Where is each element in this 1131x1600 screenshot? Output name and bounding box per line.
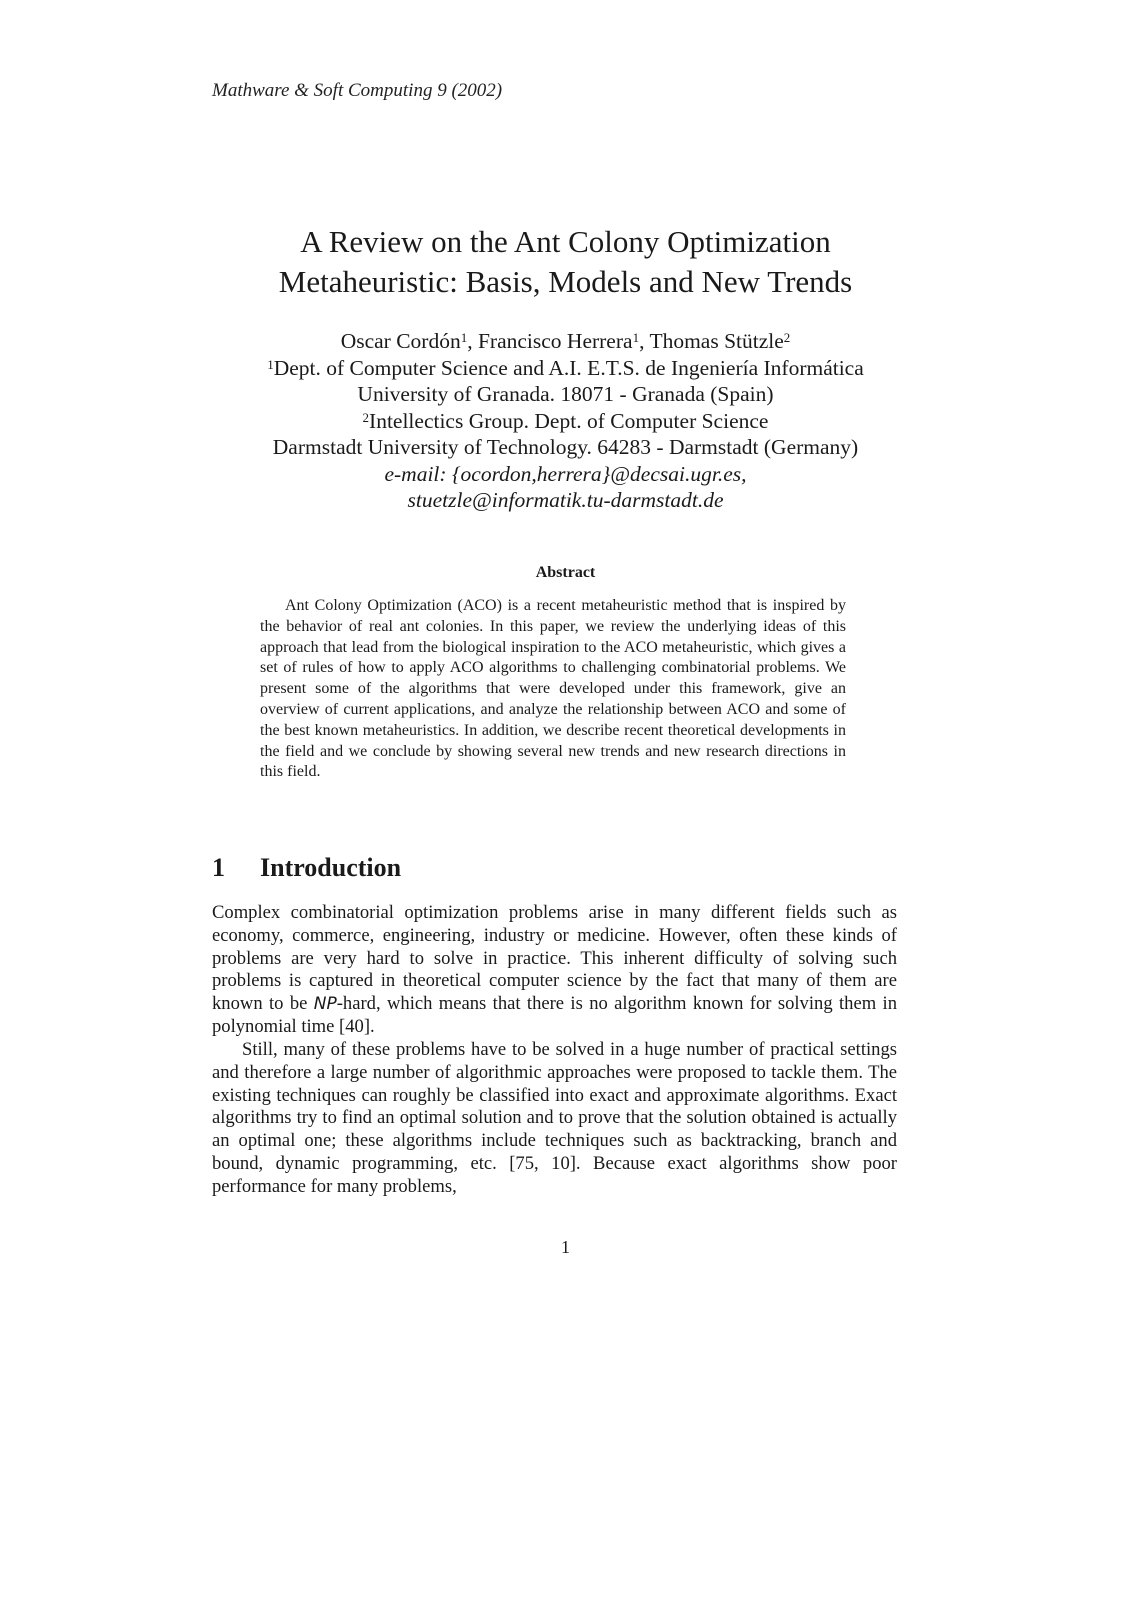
affiliation-2-line-2: Darmstadt University of Technology. 64283 - Darmstadt (Germany) — [272, 435, 859, 459]
affiliation-2-line-1 — [0, 408, 1131, 435]
author-block — [0, 328, 1131, 514]
affiliation-text: Intellectics Group. Dept. of Computer Science — [369, 408, 769, 433]
author-affil-mark: 1 — [460, 330, 468, 345]
intro-paragraph-1 — [212, 902, 897, 1039]
affiliation-text: Dept. of Computer Science and A.I. E.T.S. de Ingeniería Informática — [273, 355, 864, 380]
author-name: Thomas Stützle — [649, 329, 784, 353]
page-number: 1 — [561, 1237, 570, 1257]
author-separator: , — [467, 329, 478, 353]
section-number: 1 — [212, 853, 225, 882]
paragraph-text: -hard, which means that there is no algorithm known for solving them in polynomial time [40]. — [212, 993, 897, 1037]
affil-mark: 2 — [362, 409, 370, 425]
title-line-1: A Review on the Ant Colony Optimization — [300, 224, 831, 259]
section-title: Introduction — [260, 853, 402, 882]
paragraph-text: Complex combinatorial optimization problems arise in many different fields such as economy, commerce, engineering, industry or medicine. However, often these kinds of problems are very hard to solve in practice. This inherent difficulty of solving such problems is captured in theoretical computer science by the fact that many of them are known to be — [212, 902, 897, 1015]
affiliation-1-line-2: University of Granada. 18071 - Granada (Spain) — [357, 382, 774, 406]
running-head: Mathware & Soft Computing 9 (2002) — [212, 80, 503, 101]
author-list — [0, 328, 1131, 355]
email-line-2: stuetzle@informatik.tu-darmstadt.de — [407, 488, 724, 512]
np-symbol: NP — [313, 994, 337, 1015]
affiliation-1-line-1 — [0, 355, 1131, 382]
title-line-2: Metaheuristic: Basis, Models and New Trends — [278, 264, 853, 299]
abstract-text: Ant Colony Optimization (ACO) is a recent metaheuristic method that is inspired by the behavior of real ant colonies. In this paper, we review the underlying ideas of this approach that lead from the biological inspiration to the ACO metaheuristic, which gives a set of rules of how to apply ACO algorithms to challenging combinatorial problems. We present some of the algorithms that were developed under this framework, give an overview of current applications, and analyze the relationship between ACO and some of the best known metaheuristics. In addition, we describe recent theoretical developments in the field and we conclude by showing several new trends and new research directions in this field. — [260, 597, 846, 781]
author-affil-mark: 2 — [783, 330, 791, 345]
author-affil-mark: 1 — [632, 330, 640, 345]
author-separator: , — [639, 329, 650, 353]
author-name: Oscar Cordón — [340, 329, 461, 353]
affil-mark: 1 — [267, 356, 274, 372]
intro-paragraph-2: Still, many of these problems have to be solved in a huge number of practical settings and therefore a large number of algorithmic approaches were proposed to tackle them. The existing techniques can roughly be classified into exact and approximate algorithms. Exact algorithms try to find an optimal solution and to prove that the solution obtained is actually an optimal one; these algorithms include techniques such as backtracking, branch and bound, dynamic programming, etc. [75, 10]. Because exact algorithms show poor performance for many problems, — [212, 1039, 897, 1197]
paper-title — [0, 222, 1131, 302]
author-name: Francisco Herrera — [477, 329, 633, 353]
email-line-1: e-mail: {ocordon,herrera}@decsai.ugr.es, — [384, 461, 747, 486]
section-heading — [212, 853, 401, 883]
abstract-heading: Abstract — [535, 564, 596, 581]
